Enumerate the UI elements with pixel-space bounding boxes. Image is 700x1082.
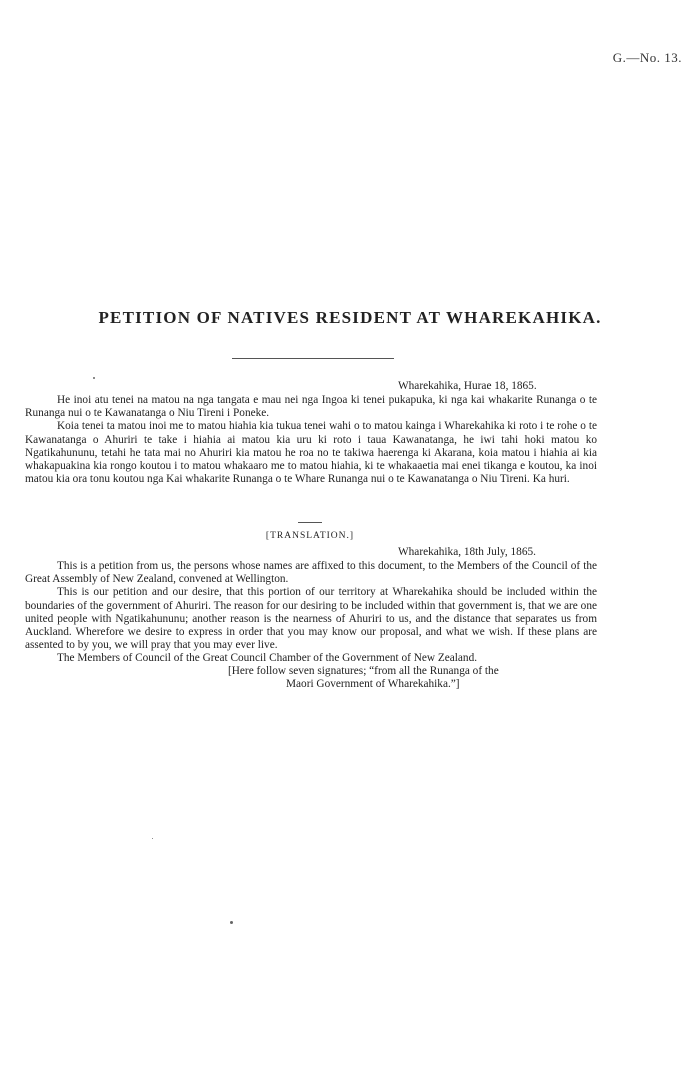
english-paragraph: The Members of Council of the Great Council Chamber of the Government of New Zealand. <box>57 652 478 665</box>
signatures-note-line: [Here follow seven signatures; “from all the Runanga of the <box>228 665 499 677</box>
english-paragraph: This is a petition from us, the persons whose names are affixed to this document, to the Members of the Council of the Great Assembly of New Zealand, convened at Wellington. <box>25 560 597 586</box>
english-text <box>25 560 597 666</box>
maori-paragraph: He inoi atu tenei na matou na nga tangata e mau nei nga Ingoa ki tenei pukapuka, ki nga kai whakarite Runanga o te Runanga nui o te Kawanatanga o Niu Tireni i Poneke. <box>25 394 597 420</box>
scan-speck <box>230 921 233 924</box>
signatures-note-line: Maori Government of Wharekahika.”] <box>286 678 460 691</box>
title-divider <box>232 358 394 359</box>
english-paragraph: This is our petition and our desire, that this portion of our territory at Wharekahika should be included within the boundaries of the government of Ahuriri. The reason for our desiring to be included within that government is, that we are one united people with Ngatikahununu; another reason is the nearness of Ahuriri to us, and the distance that separates us from Auckland. Wherefore we desire to express in order that you may know our proposal, and what we wish. If these plans are assented to by you, we will pray that you may ever live. <box>25 586 597 652</box>
document-title: PETITION OF NATIVES RESIDENT AT WHAREKAHIKA. <box>98 308 602 327</box>
maori-text <box>25 394 597 486</box>
english-date-line: Wharekahika, 18th July, 1865. <box>398 546 536 558</box>
maori-paragraph: Koia tenei ta matou inoi me to matou hiahia kia tukua tenei wahi o to matou kainga i Wharekahika ki roto i te rohe o te Kawanatanga o Ahuriri te take i hiahia ai matou kia uru ki roto i taua Kawanatanga, he iwi tahi hoki matou ko Ngatikahununu, tetahi he tata mai no Ahuriri kia matou he roa no te takiwa haerenga ki Akarana, koia matou i hiahia ai kia whakapuakina kia rongo koutou i to matou whakaaro me to matou hiahia, ki te whakaaetia mai enei tikanga e koutou, ka inoi matou kia ora tonu koutou nga Kai whakarite Runanga o te Whare Runanga nui o te Kawanatanga o Niu Tireni. Ka huri. <box>25 420 597 486</box>
scan-speck <box>93 377 95 379</box>
section-divider <box>298 522 322 523</box>
maori-date-line: Wharekahika, Hurae 18, 1865. <box>398 380 537 392</box>
scan-speck <box>152 838 153 839</box>
translation-heading: [TRANSLATION.] <box>265 531 355 541</box>
signatures-note <box>228 665 548 691</box>
page-reference: G.—No. 13. <box>612 50 682 65</box>
